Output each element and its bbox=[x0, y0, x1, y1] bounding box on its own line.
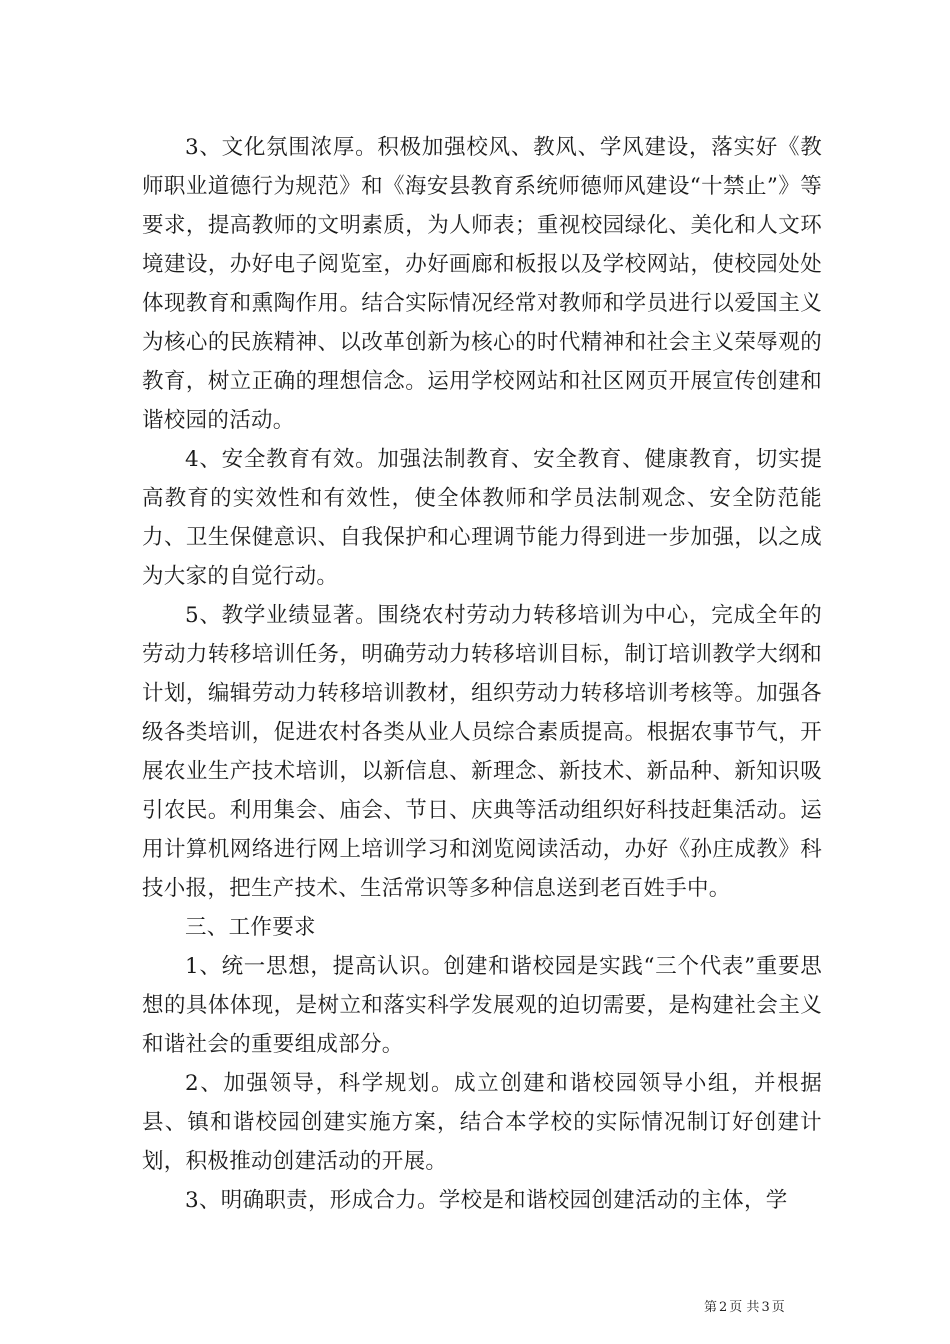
footer-current-page: 2 bbox=[719, 1300, 728, 1315]
document-body bbox=[142, 128, 822, 1220]
section-heading-work-requirements: 三、工作要求 bbox=[185, 915, 316, 940]
paragraph-responsibilities: 3、明确职责，形成合力。学校是和谐校园创建活动的主体，学 bbox=[185, 1188, 788, 1213]
paragraph-unify-thinking: 1、统一思想，提高认识。创建和谐校园是实践“三个代表”重要思想的具体体现，是树立和落实科学发展观的迫切需要，是构建社会主义和谐社会的重要组成部分。 bbox=[142, 954, 822, 1057]
footer-prefix: 第 bbox=[704, 1300, 718, 1315]
page-number-footer bbox=[704, 1300, 785, 1316]
footer-middle: 页 共 bbox=[729, 1300, 760, 1315]
paragraph-teaching: 5、教学业绩显著。围绕农村劳动力转移培训为中心，完成全年的劳动力转移培训任务，明确劳动力转移培训目标，制订培训教学大纲和计划，编辑劳动力转移培训教材，组织劳动力转移培训考核等。加强各级各类培训，促进农村各类从业人员综合素质提高。根据农事节气，开展农业生产技术培训，以新信息、新理念、新技术、新品种、新知识吸引农民。利用集会、庙会、节日、庆典等活动组织好科技赶集活动。运用计算机网络进行网上培训学习和浏览阅读活动，办好《孙庄成教》科技小报，把生产技术、生活常识等多种信息送到老百姓手中。 bbox=[142, 603, 822, 901]
paragraph-culture: 3、文化氛围浓厚。积极加强校风、教风、学风建设，落实好《教师职业道德行为规范》和《海安县教育系统师德师风建设“十禁止”》等要求，提高教师的文明素质，为人师表；重视校园绿化、美化和人文环境建设，办好电子阅览室，办好画廊和板报以及学校网站，使校园处处体现教育和熏陶作用。结合实际情况经常对教师和学员进行以爱国主义为核心的民族精神、以改革创新为核心的时代精神和社会主义荣辱观的教育，树立正确的理想信念。运用学校网站和社区网页开展宣传创建和谐校园的活动。 bbox=[142, 135, 822, 433]
paragraph-safety: 4、安全教育有效。加强法制教育、安全教育、健康教育，切实提高教育的实效性和有效性，使全体教师和学员法制观念、安全防范能力、卫生保健意识、自我保护和心理调节能力得到进一步加强，以之成为大家的自觉行动。 bbox=[142, 447, 822, 589]
footer-suffix: 页 bbox=[771, 1300, 785, 1315]
footer-total-pages: 3 bbox=[761, 1300, 770, 1315]
paragraph-leadership: 2、加强领导，科学规划。成立创建和谐校园领导小组，并根据县、镇和谐校园创建实施方案，结合本学校的实际情况制订好创建计划，积极推动创建活动的开展。 bbox=[142, 1071, 822, 1174]
